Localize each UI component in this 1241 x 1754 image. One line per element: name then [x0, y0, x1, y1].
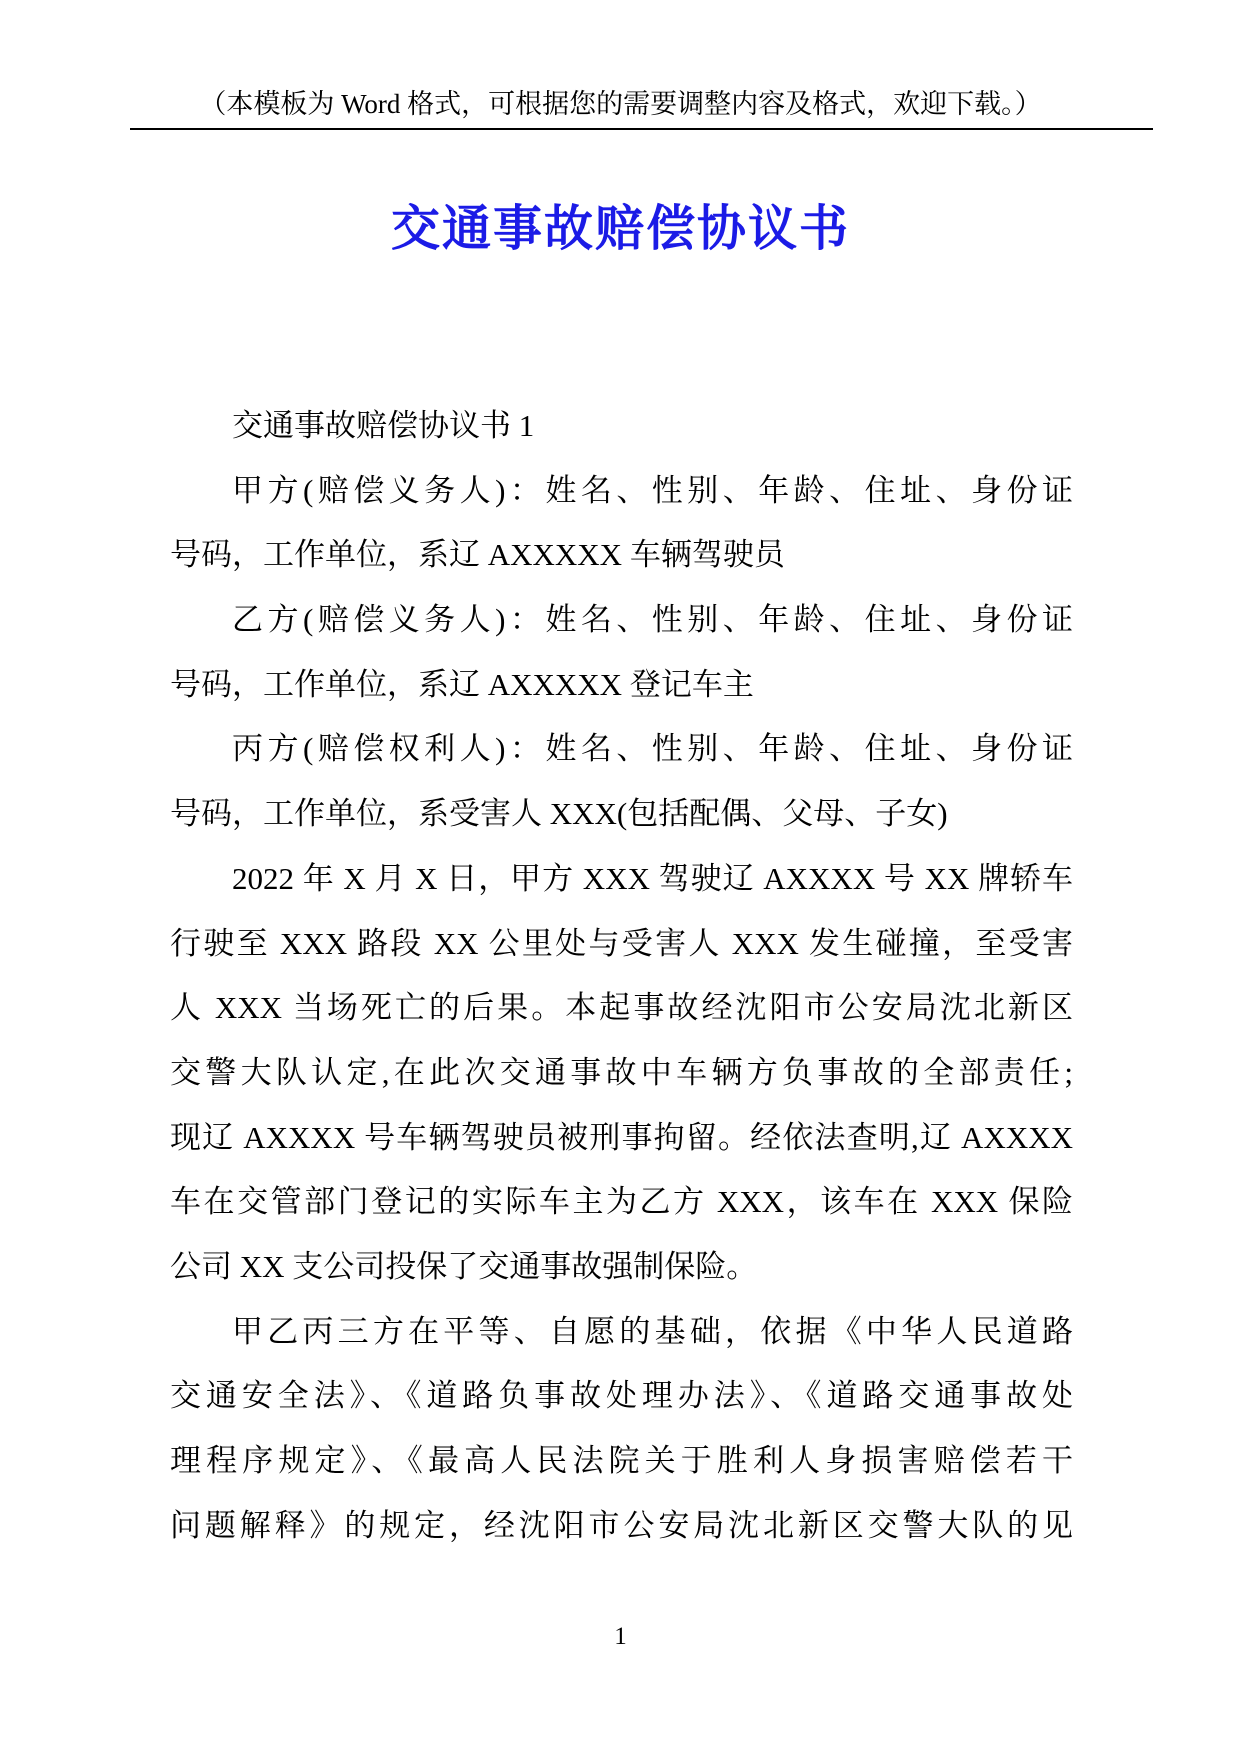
body-line: 甲乙丙三方在平等、自愿的基础，依据《中华人民道路: [232, 1313, 1073, 1349]
body-line: 理程序规定》、《最高人民法院关于胜利人身损害赔偿若干: [170, 1443, 1073, 1478]
page-number: 1: [614, 1623, 627, 1650]
body-line: 车在交管部门登记的实际车主为乙方 XXX，该车在 XXX 保险: [170, 1184, 1073, 1220]
document-title: 交通事故赔偿协议书: [390, 201, 850, 256]
body-line: 交警大队认定,在此次交通事故中车辆方负事故的全部责任;: [170, 1054, 1073, 1090]
body-line: 现辽 AXXXX 号车辆驾驶员被刑事拘留。经依法查明,辽 AXXXX: [170, 1119, 1073, 1155]
body-line: 号码，工作单位，系辽 AXXXXX 登记车主: [170, 666, 754, 702]
header-template-notice: （本模板为 Word 格式，可根据您的需要调整内容及格式，欢迎下载。）: [199, 89, 1042, 119]
body-line: 号码，工作单位，系受害人 XXX(包括配偶、父母、子女): [170, 796, 948, 832]
body-line: 人 XXX 当场死亡的后果。本起事故经沈阳市公安局沈北新区: [170, 990, 1073, 1026]
body-line: 2022 年 X 月 X 日，甲方 XXX 驾驶辽 AXXXX 号 XX 牌轿车: [232, 860, 1073, 896]
body-line: 行驶至 XXX 路段 XX 公里处与受害人 XXX 发生碰撞，至受害: [170, 925, 1073, 961]
body-line: 公司 XX 支公司投保了交通事故强制保险。: [170, 1248, 758, 1284]
body-line: 交通安全法》、《道路负事故处理办法》、《道路交通事故处: [170, 1378, 1073, 1414]
body-text: [170, 394, 1073, 1558]
header-divider-line: [130, 128, 1153, 130]
body-line: 号码，工作单位，系辽 AXXXXX 车辆驾驶员: [170, 537, 785, 573]
body-line: 丙方(赔偿权利人)：姓名、性别、年龄、住址、身份证: [232, 731, 1073, 767]
body-line: 交通事故赔偿协议书 1: [232, 408, 535, 443]
body-line: 甲方(赔偿义务人)：姓名、性别、年龄、住址、身份证: [232, 472, 1073, 508]
body-line: 问题解释》的规定，经沈阳市公安局沈北新区交警大队的见: [170, 1507, 1073, 1543]
body-line: 乙方(赔偿义务人)：姓名、性别、年龄、住址、身份证: [232, 602, 1073, 638]
